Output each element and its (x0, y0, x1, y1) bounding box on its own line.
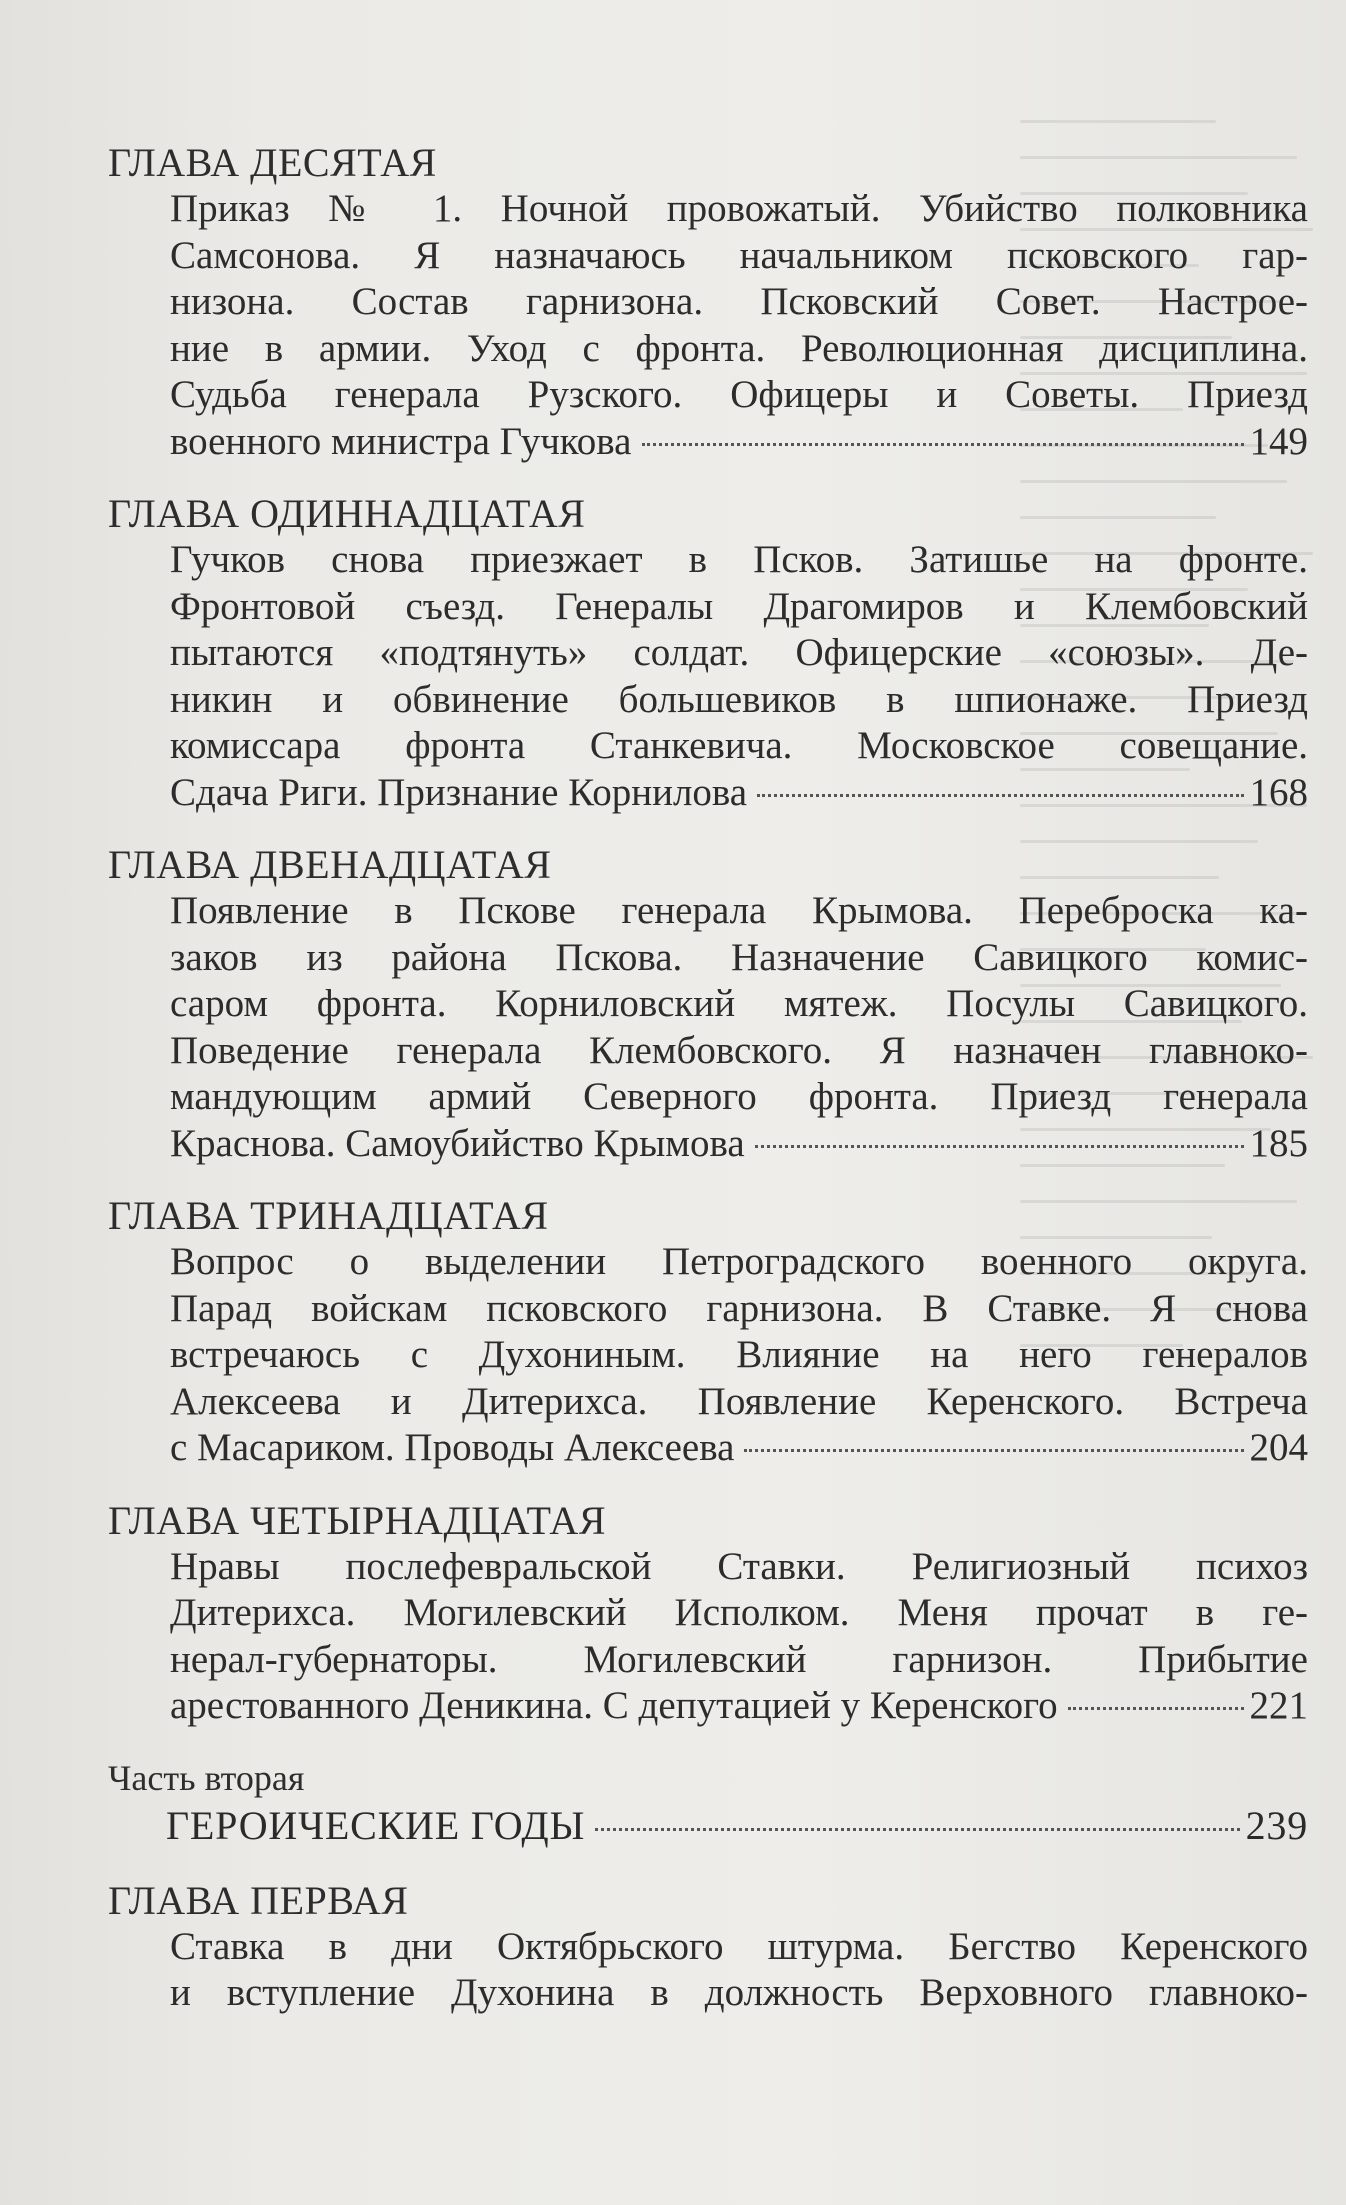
dot-leader (744, 1449, 1243, 1452)
summary-line: заков из района Пскова. Назначение Савицкого комис- (170, 935, 1308, 979)
toc-entry-chapter-13 (108, 1193, 1308, 1472)
summary-line: Самсонова. Я назначаюсь начальником псковского гар- (170, 233, 1308, 277)
summary-line: Судьба генерала Рузского. Офицеры и Советы. Приезд (170, 373, 1308, 416)
summary-line: Сдача Риги. Признание Корнилова (170, 770, 748, 814)
summary-line: арестованного Деникина. С депутацией у Керенского (170, 1684, 1058, 1727)
chapter-summary (170, 1544, 1308, 1730)
chapter-title: ГЛАВА ДЕСЯТАЯ (108, 140, 437, 185)
toc-entry-chapter-12 (108, 842, 1308, 1167)
summary-last-line (170, 419, 1308, 466)
summary-line: военного министра Гучкова (170, 419, 632, 463)
summary-line: низона. Состав гарнизона. Псковский Совет. Настрое- (170, 280, 1308, 323)
summary-line: никин и обвинение большевиков в шпионаже. Приезд (170, 677, 1308, 721)
chapter-summary (170, 888, 1308, 1167)
summary-line: саром фронта. Корниловский мятеж. Посулы Савицкого. (170, 982, 1308, 1025)
chapter-title: ГЛАВА ЧЕТЫРНАДЦАТАЯ (108, 1497, 606, 1543)
chapter-title: ГЛАВА ПЕРВАЯ (108, 1877, 409, 1923)
toc-entry-chapter-1 (108, 1878, 1308, 2017)
summary-line: Краснова. Самоубийство Крымова (170, 1121, 745, 1165)
summary-line: Появление в Пскове генерала Крымова. Переброска ка- (170, 889, 1308, 932)
summary-line: Парад войскам псковского гарнизона. В Ставке. Я снова (170, 1286, 1308, 1330)
toc-entry-chapter-11 (108, 491, 1308, 816)
page-number: 221 (1249, 1684, 1308, 1727)
page-number: 168 (1249, 770, 1308, 814)
summary-line: Фронтовой съезд. Генералы Драгомиров и Клембовский (170, 584, 1308, 628)
dot-leader (642, 443, 1244, 446)
summary-line: нерал-губернаторы. Могилевский гарнизон. Прибытие (170, 1637, 1308, 1681)
summary-line: и вступление Духонина в должность Верховного главноко- (170, 1971, 1308, 2014)
summary-line: Дитерихса. Могилевский Исполком. Меня прочат в ге- (170, 1591, 1308, 1634)
chapter-title: ГЛАВА ДВЕНАДЦАТАЯ (108, 842, 552, 887)
summary-line: комиссара фронта Станкевича. Московское совещание. (170, 724, 1308, 767)
toc-entry-chapter-10 (108, 140, 1308, 465)
summary-line: Поведение генерала Клембовского. Я назначен главноко- (170, 1028, 1308, 1072)
summary-line: пытаются «подтянуть» солдат. Офицерские «союзы». Де- (170, 631, 1308, 674)
summary-line: Вопрос о выделении Петроградского военного округа. (170, 1240, 1308, 1283)
page-number: 239 (1245, 1802, 1308, 1848)
toc-entry-chapter-14 (108, 1498, 1308, 1730)
dot-leader (595, 1828, 1239, 1831)
summary-line: ние в армии. Уход с фронта. Революционная дисциплина. (170, 326, 1308, 370)
page-number: 149 (1249, 419, 1308, 463)
summary-line: с Масариком. Проводы Алексеева (170, 1426, 735, 1469)
summary-line: встречаюсь с Духониным. Влияние на него генералов (170, 1333, 1308, 1376)
chapter-title: ГЛАВА ТРИНАДЦАТАЯ (108, 1193, 549, 1238)
toc-entry-part-two (108, 1756, 1308, 1852)
chapter-summary (170, 537, 1308, 816)
chapter-summary (170, 1924, 1308, 2017)
chapter-summary (170, 186, 1308, 465)
summary-line: мандующим армий Северного фронта. Приезд генерала (170, 1075, 1308, 1118)
summary-line: Ставка в дни Октябрьского штурма. Бегство Керенского (170, 1924, 1308, 1968)
table-of-contents (108, 140, 1308, 2043)
dot-leader (1068, 1707, 1244, 1710)
chapter-title: ГЛАВА ОДИННАДЦАТАЯ (108, 491, 586, 536)
summary-line: Гучков снова приезжает в Псков. Затишье на фронте. (170, 538, 1308, 581)
dot-leader (755, 1145, 1244, 1148)
summary-line: Приказ № 1. Ночной провожатый. Убийство полковника (170, 187, 1308, 230)
part-title: ГЕРОИЧЕСКИЕ ГОДЫ (166, 1802, 586, 1848)
part-label: Часть вторая (108, 1757, 305, 1798)
dot-leader (757, 794, 1243, 797)
page-number: 185 (1249, 1121, 1308, 1165)
summary-line: Нравы послефевральской Ставки. Религиозный психоз (170, 1544, 1308, 1588)
summary-line: Алексеева и Дитерихса. Появление Керенского. Встреча (170, 1379, 1308, 1423)
chapter-summary (170, 1239, 1308, 1472)
summary-last-line (170, 1121, 1308, 1168)
summary-last-line (170, 1683, 1308, 1730)
summary-last-line (170, 1425, 1308, 1472)
summary-last-line (170, 770, 1308, 817)
page-number: 204 (1249, 1426, 1308, 1469)
part-title-row (166, 1800, 1308, 1852)
